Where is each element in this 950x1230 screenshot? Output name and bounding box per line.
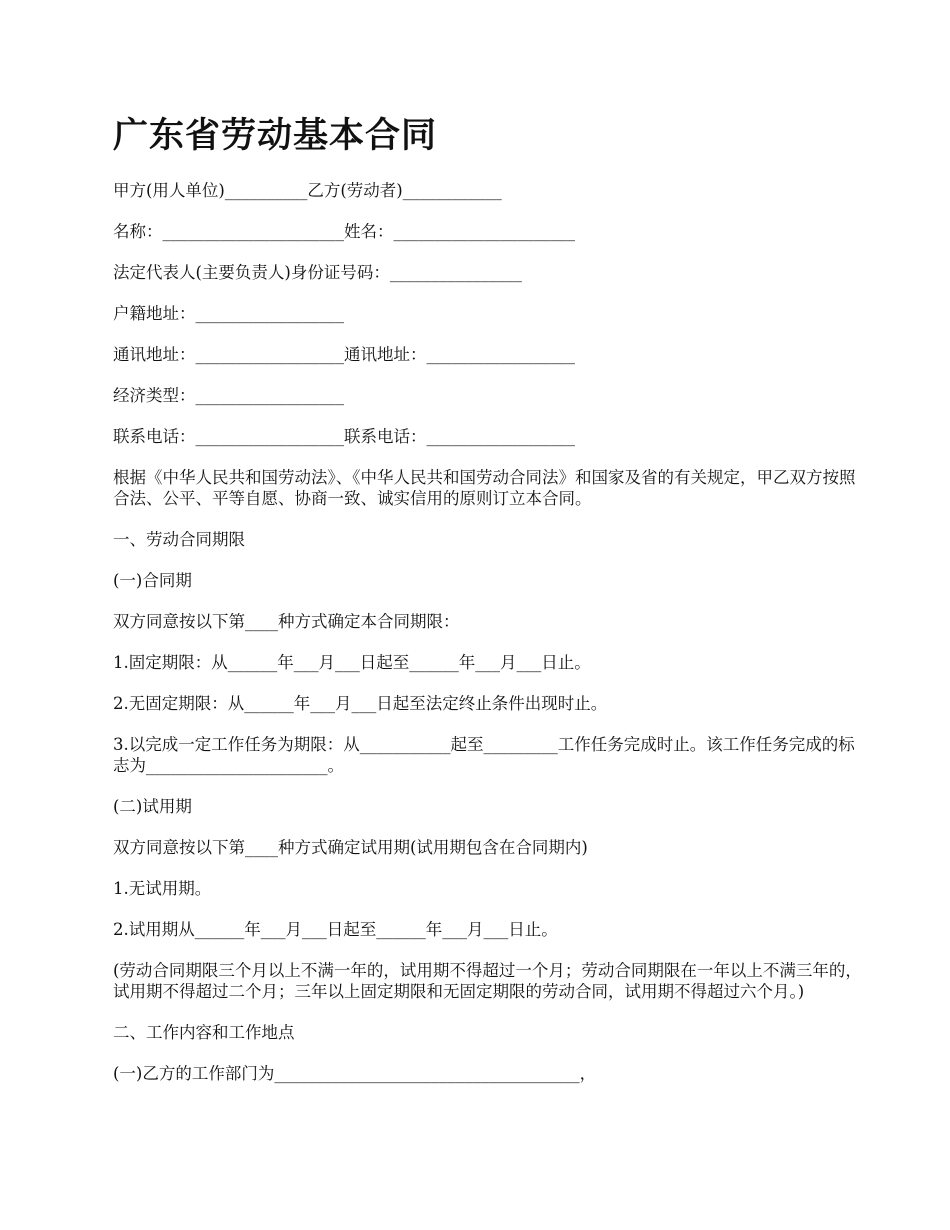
section-2-heading: 二、工作内容和工作地点: [113, 1023, 295, 1042]
subsection-contract-term: (一)合同期: [113, 571, 192, 590]
contract-term-method-line: 双方同意按以下第____种方式确定本合同期限：: [113, 612, 460, 631]
legal-rep-id-line: 法定代表人(主要负责人)身份证号码：________________: [113, 263, 522, 282]
economic-type-line: 经济类型：__________________: [113, 386, 344, 405]
phone-line: 联系电话：__________________联系电话：__________________: [113, 427, 575, 446]
preamble-paragraph: 根据《中华人民共和国劳动法》、《中华人民共和国劳动合同法》和国家及省的有关规定，甲乙双方按照合法、公平、平等自愿、协商一致、诚实信用的原则订立本合同。: [113, 468, 856, 508]
section-1-heading: 一、劳动合同期限: [113, 530, 245, 549]
document-page: [113, 112, 863, 1104]
household-address-line: 户籍地址：__________________: [113, 304, 344, 323]
task-term-option: 3.以完成一定工作任务为期限：从___________起至_________工作任务完成时止。该工作任务完成的标志为______________________。: [113, 735, 855, 775]
fixed-term-option: 1.固定期限：从______年___月___日起至______年___月___日止。: [113, 653, 591, 672]
name-line: 名称：______________________姓名：______________________: [113, 222, 575, 241]
subsection-probation: (二)试用期: [113, 797, 192, 816]
no-probation-option: 1.无试用期。: [113, 879, 212, 898]
work-department-line: (一)乙方的工作部门为_____________________________________，: [113, 1064, 597, 1083]
probation-method-line: 双方同意按以下第____种方式确定试用期(试用期包含在合同期内): [113, 838, 588, 857]
open-term-option: 2.无固定期限：从______年___月___日起至法定终止条件出现时止。: [113, 694, 608, 713]
party-header-line: 甲方(用人单位)__________乙方(劳动者)____________: [113, 181, 502, 200]
probation-period-option: 2.试用期从______年___月___日起至______年___月___日止。: [113, 920, 558, 939]
probation-note: (劳动合同期限三个月以上不满一年的，试用期不得超过一个月；劳动合同期限在一年以上不满三年的，试用期不得超过二个月；三年以上固定期限和无固定期限的劳动合同，试用期不得超过六个月。): [113, 961, 862, 1001]
mailing-address-line: 通讯地址：__________________通讯地址：__________________: [113, 345, 575, 364]
document-title: 广东省劳动基本合同: [113, 116, 438, 156]
